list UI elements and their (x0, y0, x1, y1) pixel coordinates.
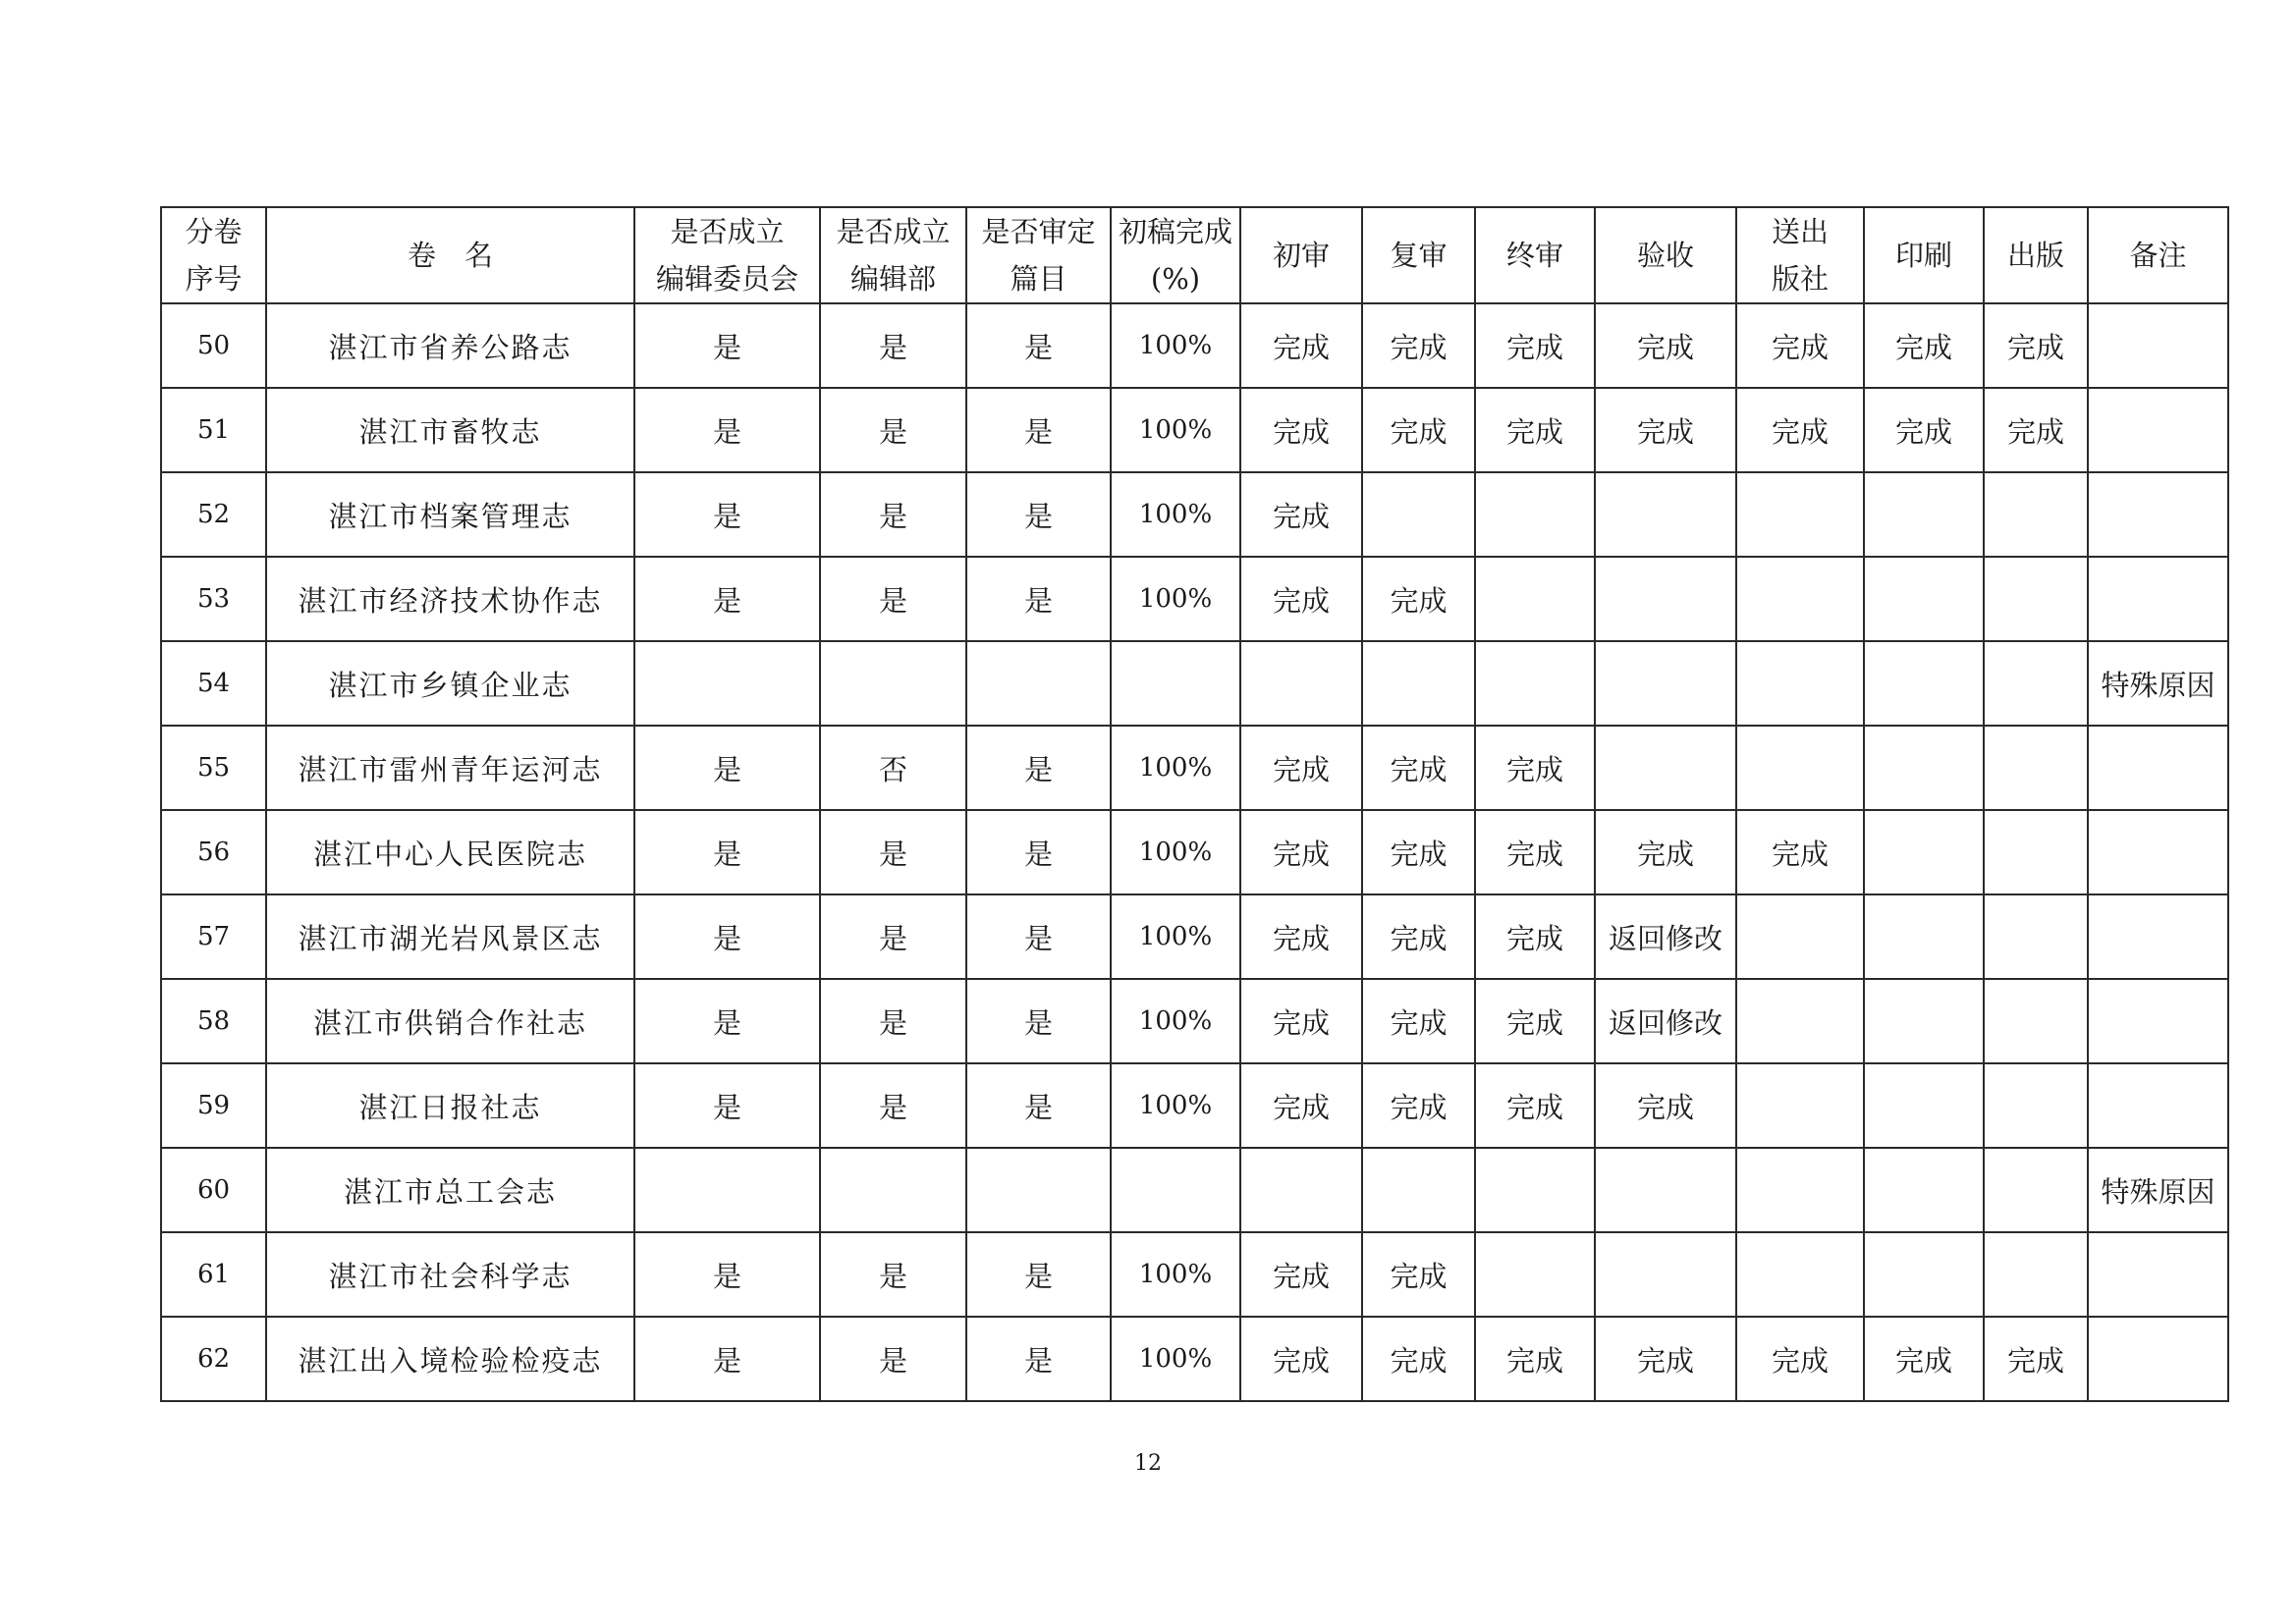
table-row (161, 1232, 2228, 1317)
volume-name-cell: 湛江市省养公路志 (266, 303, 634, 388)
printing-cell (1864, 979, 1984, 1063)
header-volume-name: 卷 名 (266, 207, 634, 303)
table-row (161, 641, 2228, 726)
volume-name-cell: 湛江中心人民医院志 (266, 810, 634, 894)
volume-progress-table (160, 206, 2229, 1402)
editorial-department-cell (820, 641, 966, 726)
published-cell (1984, 894, 2088, 979)
printing-cell (1864, 1232, 1984, 1317)
outline-approved-cell: 是 (966, 1317, 1111, 1401)
header-published: 出版 (1984, 207, 2088, 303)
draft-completion-cell: 100% (1111, 1232, 1240, 1317)
acceptance-cell (1595, 557, 1736, 641)
remarks-cell: 特殊原因 (2088, 1148, 2228, 1232)
first-review-cell: 完成 (1240, 472, 1362, 557)
table-row (161, 1148, 2228, 1232)
editorial-committee-cell: 是 (634, 1317, 820, 1401)
editorial-department-cell: 否 (820, 726, 966, 810)
header-first-review: 初审 (1240, 207, 1362, 303)
outline-approved-cell (966, 641, 1111, 726)
header-acceptance: 验收 (1595, 207, 1736, 303)
remarks-cell (2088, 472, 2228, 557)
table-row (161, 303, 2228, 388)
header-draft-completion: 初稿完成 (%) (1111, 207, 1240, 303)
published-cell (1984, 1148, 2088, 1232)
remarks-cell (2088, 1317, 2228, 1401)
final-review-cell: 完成 (1475, 303, 1595, 388)
acceptance-cell (1595, 472, 1736, 557)
outline-approved-cell: 是 (966, 388, 1111, 472)
acceptance-cell (1595, 1232, 1736, 1317)
sent-to-publisher-cell: 完成 (1736, 1317, 1864, 1401)
second-review-cell: 完成 (1362, 979, 1475, 1063)
volume-number-cell: 61 (161, 1232, 266, 1317)
draft-completion-cell (1111, 1148, 1240, 1232)
volume-name-cell: 湛江市档案管理志 (266, 472, 634, 557)
printing-cell (1864, 472, 1984, 557)
editorial-department-cell: 是 (820, 894, 966, 979)
draft-completion-cell: 100% (1111, 1317, 1240, 1401)
final-review-cell (1475, 472, 1595, 557)
outline-approved-cell: 是 (966, 472, 1111, 557)
editorial-department-cell: 是 (820, 979, 966, 1063)
printing-cell: 完成 (1864, 388, 1984, 472)
acceptance-cell (1595, 726, 1736, 810)
draft-completion-cell: 100% (1111, 388, 1240, 472)
final-review-cell: 完成 (1475, 810, 1595, 894)
editorial-committee-cell: 是 (634, 894, 820, 979)
first-review-cell: 完成 (1240, 1317, 1362, 1401)
header-printing: 印刷 (1864, 207, 1984, 303)
volume-number-cell: 62 (161, 1317, 266, 1401)
editorial-department-cell: 是 (820, 472, 966, 557)
second-review-cell: 完成 (1362, 894, 1475, 979)
final-review-cell (1475, 1148, 1595, 1232)
second-review-cell (1362, 1148, 1475, 1232)
printing-cell (1864, 1063, 1984, 1148)
remarks-cell (2088, 894, 2228, 979)
first-review-cell: 完成 (1240, 979, 1362, 1063)
table-row (161, 472, 2228, 557)
acceptance-cell: 返回修改 (1595, 979, 1736, 1063)
final-review-cell: 完成 (1475, 894, 1595, 979)
table-body (161, 303, 2228, 1401)
first-review-cell: 完成 (1240, 1232, 1362, 1317)
header-final-review: 终审 (1475, 207, 1595, 303)
table-row (161, 810, 2228, 894)
volume-name-cell: 湛江市经济技术协作志 (266, 557, 634, 641)
sent-to-publisher-cell (1736, 894, 1864, 979)
second-review-cell (1362, 641, 1475, 726)
table-row (161, 894, 2228, 979)
final-review-cell: 完成 (1475, 979, 1595, 1063)
printing-cell (1864, 894, 1984, 979)
acceptance-cell (1595, 641, 1736, 726)
first-review-cell: 完成 (1240, 894, 1362, 979)
final-review-cell: 完成 (1475, 388, 1595, 472)
remarks-cell (2088, 1063, 2228, 1148)
draft-completion-cell: 100% (1111, 1063, 1240, 1148)
printing-cell (1864, 641, 1984, 726)
volume-number-cell: 52 (161, 472, 266, 557)
editorial-committee-cell: 是 (634, 1232, 820, 1317)
remarks-cell (2088, 303, 2228, 388)
remarks-cell (2088, 979, 2228, 1063)
first-review-cell: 完成 (1240, 303, 1362, 388)
remarks-cell (2088, 557, 2228, 641)
acceptance-cell: 完成 (1595, 1063, 1736, 1148)
published-cell: 完成 (1984, 388, 2088, 472)
draft-completion-cell: 100% (1111, 472, 1240, 557)
editorial-department-cell: 是 (820, 303, 966, 388)
volume-number-cell: 55 (161, 726, 266, 810)
editorial-department-cell (820, 1148, 966, 1232)
final-review-cell (1475, 1232, 1595, 1317)
acceptance-cell: 完成 (1595, 303, 1736, 388)
volume-name-cell: 湛江市雷州青年运河志 (266, 726, 634, 810)
published-cell (1984, 641, 2088, 726)
volume-number-cell: 56 (161, 810, 266, 894)
editorial-committee-cell: 是 (634, 388, 820, 472)
final-review-cell (1475, 557, 1595, 641)
first-review-cell (1240, 1148, 1362, 1232)
volume-name-cell: 湛江市湖光岩风景区志 (266, 894, 634, 979)
table-row (161, 388, 2228, 472)
outline-approved-cell: 是 (966, 810, 1111, 894)
published-cell: 完成 (1984, 1317, 2088, 1401)
final-review-cell (1475, 641, 1595, 726)
final-review-cell: 完成 (1475, 1063, 1595, 1148)
second-review-cell: 完成 (1362, 557, 1475, 641)
volume-name-cell: 湛江日报社志 (266, 1063, 634, 1148)
table-header-row (161, 207, 2228, 303)
editorial-committee-cell: 是 (634, 979, 820, 1063)
editorial-department-cell: 是 (820, 1317, 966, 1401)
table-row (161, 1063, 2228, 1148)
published-cell: 完成 (1984, 303, 2088, 388)
editorial-department-cell: 是 (820, 810, 966, 894)
printing-cell (1864, 557, 1984, 641)
volume-name-cell: 湛江出入境检验检疫志 (266, 1317, 634, 1401)
published-cell (1984, 726, 2088, 810)
outline-approved-cell: 是 (966, 894, 1111, 979)
first-review-cell: 完成 (1240, 388, 1362, 472)
remarks-cell (2088, 726, 2228, 810)
header-remarks: 备注 (2088, 207, 2228, 303)
printing-cell: 完成 (1864, 303, 1984, 388)
editorial-committee-cell: 是 (634, 726, 820, 810)
header-outline-approved: 是否审定 篇目 (966, 207, 1111, 303)
header-sent-to-publisher: 送出 版社 (1736, 207, 1864, 303)
remarks-cell: 特殊原因 (2088, 641, 2228, 726)
volume-number-cell: 51 (161, 388, 266, 472)
sent-to-publisher-cell (1736, 641, 1864, 726)
volume-number-cell: 60 (161, 1148, 266, 1232)
volume-name-cell: 湛江市畜牧志 (266, 388, 634, 472)
outline-approved-cell: 是 (966, 979, 1111, 1063)
first-review-cell: 完成 (1240, 557, 1362, 641)
published-cell (1984, 1063, 2088, 1148)
draft-completion-cell: 100% (1111, 726, 1240, 810)
draft-completion-cell: 100% (1111, 557, 1240, 641)
volume-number-cell: 59 (161, 1063, 266, 1148)
second-review-cell: 完成 (1362, 388, 1475, 472)
outline-approved-cell: 是 (966, 1232, 1111, 1317)
header-editorial-committee: 是否成立 编辑委员会 (634, 207, 820, 303)
outline-approved-cell: 是 (966, 726, 1111, 810)
table-row (161, 726, 2228, 810)
table-row (161, 1317, 2228, 1401)
published-cell (1984, 979, 2088, 1063)
sent-to-publisher-cell (1736, 1148, 1864, 1232)
draft-completion-cell: 100% (1111, 303, 1240, 388)
draft-completion-cell: 100% (1111, 979, 1240, 1063)
editorial-committee-cell: 是 (634, 472, 820, 557)
page-number: 12 (1134, 1451, 1162, 1476)
header-second-review: 复审 (1362, 207, 1475, 303)
sent-to-publisher-cell: 完成 (1736, 810, 1864, 894)
second-review-cell: 完成 (1362, 1317, 1475, 1401)
sent-to-publisher-cell (1736, 1232, 1864, 1317)
second-review-cell: 完成 (1362, 1063, 1475, 1148)
editorial-department-cell: 是 (820, 1063, 966, 1148)
editorial-committee-cell: 是 (634, 810, 820, 894)
acceptance-cell: 完成 (1595, 810, 1736, 894)
printing-cell (1864, 726, 1984, 810)
sent-to-publisher-cell: 完成 (1736, 303, 1864, 388)
draft-completion-cell: 100% (1111, 894, 1240, 979)
published-cell (1984, 1232, 2088, 1317)
first-review-cell: 完成 (1240, 726, 1362, 810)
acceptance-cell: 完成 (1595, 1317, 1736, 1401)
sent-to-publisher-cell (1736, 726, 1864, 810)
published-cell (1984, 472, 2088, 557)
remarks-cell (2088, 388, 2228, 472)
outline-approved-cell: 是 (966, 557, 1111, 641)
second-review-cell: 完成 (1362, 1232, 1475, 1317)
header-volume-number: 分卷 序号 (161, 207, 266, 303)
outline-approved-cell (966, 1148, 1111, 1232)
editorial-committee-cell (634, 641, 820, 726)
sent-to-publisher-cell (1736, 472, 1864, 557)
sent-to-publisher-cell (1736, 979, 1864, 1063)
published-cell (1984, 810, 2088, 894)
second-review-cell: 完成 (1362, 303, 1475, 388)
draft-completion-cell: 100% (1111, 810, 1240, 894)
volume-number-cell: 58 (161, 979, 266, 1063)
volume-name-cell: 湛江市总工会志 (266, 1148, 634, 1232)
sent-to-publisher-cell (1736, 1063, 1864, 1148)
editorial-committee-cell (634, 1148, 820, 1232)
second-review-cell: 完成 (1362, 726, 1475, 810)
printing-cell (1864, 1148, 1984, 1232)
editorial-committee-cell: 是 (634, 557, 820, 641)
volume-number-cell: 54 (161, 641, 266, 726)
published-cell (1984, 557, 2088, 641)
editorial-committee-cell: 是 (634, 303, 820, 388)
acceptance-cell: 完成 (1595, 388, 1736, 472)
volume-name-cell: 湛江市社会科学志 (266, 1232, 634, 1317)
volume-name-cell: 湛江市供销合作社志 (266, 979, 634, 1063)
printing-cell (1864, 810, 1984, 894)
volume-number-cell: 53 (161, 557, 266, 641)
first-review-cell: 完成 (1240, 1063, 1362, 1148)
table-row (161, 557, 2228, 641)
second-review-cell: 完成 (1362, 810, 1475, 894)
first-review-cell: 完成 (1240, 810, 1362, 894)
volume-number-cell: 57 (161, 894, 266, 979)
final-review-cell: 完成 (1475, 726, 1595, 810)
printing-cell: 完成 (1864, 1317, 1984, 1401)
sent-to-publisher-cell: 完成 (1736, 388, 1864, 472)
remarks-cell (2088, 810, 2228, 894)
table-row (161, 979, 2228, 1063)
draft-completion-cell (1111, 641, 1240, 726)
remarks-cell (2088, 1232, 2228, 1317)
acceptance-cell: 返回修改 (1595, 894, 1736, 979)
first-review-cell (1240, 641, 1362, 726)
volume-name-cell: 湛江市乡镇企业志 (266, 641, 634, 726)
acceptance-cell (1595, 1148, 1736, 1232)
editorial-department-cell: 是 (820, 557, 966, 641)
editorial-committee-cell: 是 (634, 1063, 820, 1148)
editorial-department-cell: 是 (820, 388, 966, 472)
second-review-cell (1362, 472, 1475, 557)
volume-number-cell: 50 (161, 303, 266, 388)
header-editorial-department: 是否成立 编辑部 (820, 207, 966, 303)
final-review-cell: 完成 (1475, 1317, 1595, 1401)
editorial-department-cell: 是 (820, 1232, 966, 1317)
outline-approved-cell: 是 (966, 303, 1111, 388)
outline-approved-cell: 是 (966, 1063, 1111, 1148)
sent-to-publisher-cell (1736, 557, 1864, 641)
